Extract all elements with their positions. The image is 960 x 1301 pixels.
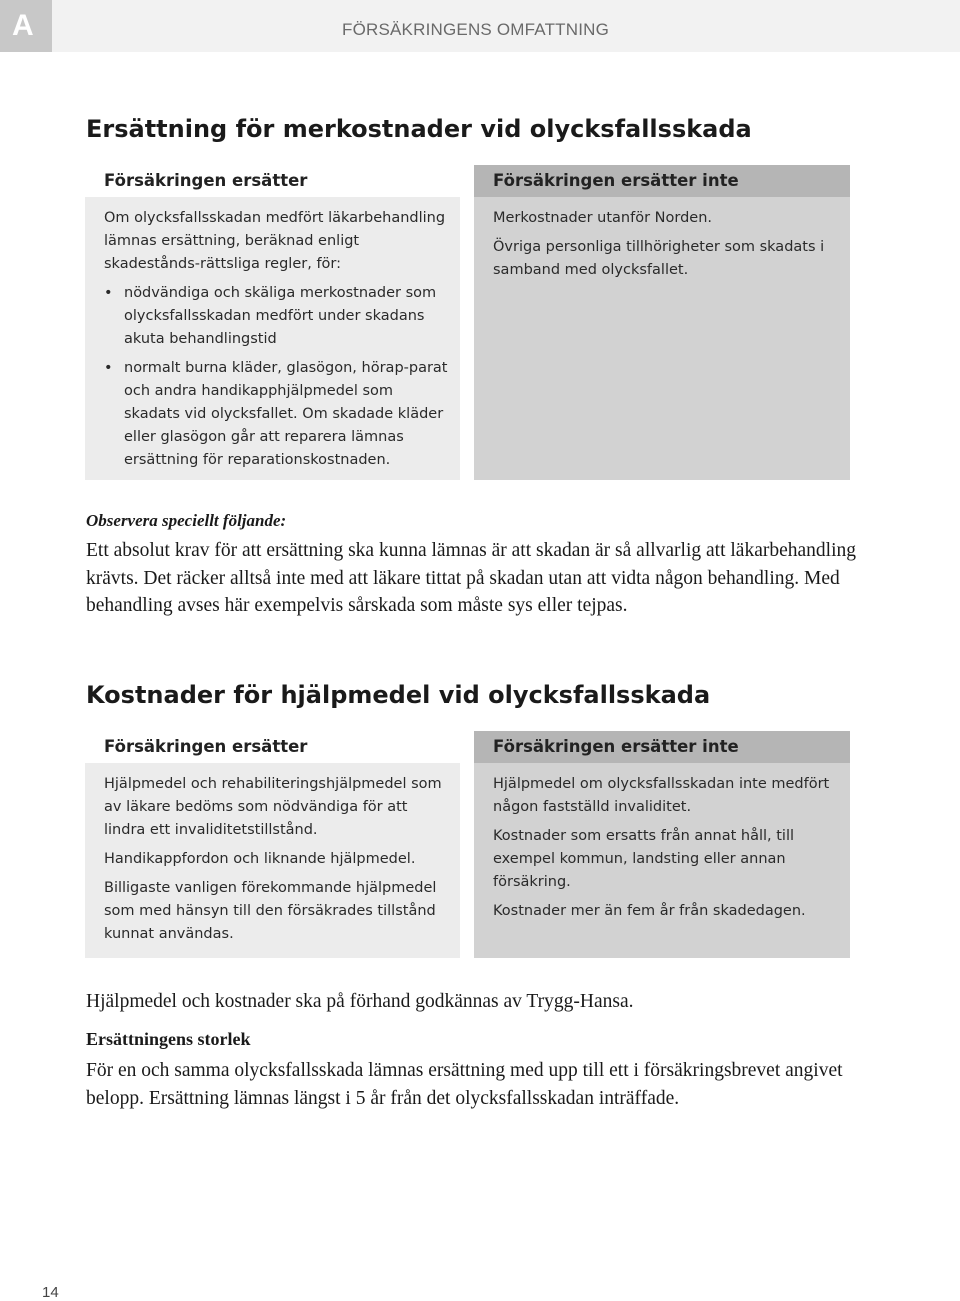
section2-title: Kostnader för hjälpmedel vid olycksfallsskada bbox=[86, 681, 711, 709]
section1-not-covered-heading: Försäkringen ersätter inte bbox=[474, 165, 850, 197]
list-item: • nödvändiga och skäliga merkostnader som olycksfallsskadan medfört under skadans akuta behandlingstid bbox=[104, 282, 448, 351]
section2-covered-box bbox=[85, 731, 460, 958]
section2-covered-heading: Försäkringen ersätter bbox=[85, 731, 460, 763]
page-header bbox=[0, 0, 960, 52]
observe-text: Ett absolut krav för att ersättning ska kunna lämnas är att skadan är så allvarlig att läkarbehandling krävts. Det räcker alltså inte med att läkare tittat på skadan utan att vidta någon behandling. Med behandling avses här exempelvis sårskada som måste sys eller tejpas. bbox=[86, 540, 856, 616]
compensation-text: För en och samma olycksfallsskada lämnas ersättning med upp till ett i försäkringsbrevet angivet belopp. Ersättning lämnas längst i 5 år från det olycksfallsskadan inträffade. bbox=[86, 1060, 843, 1109]
list-item: Hjälpmedel om olycksfallsskadan inte medfört någon fastställd invaliditet. bbox=[493, 776, 830, 815]
section2-not-covered-heading: Försäkringen ersätter inte bbox=[474, 731, 850, 763]
observe-label: Observera speciellt följande: bbox=[86, 511, 287, 530]
section1-title: Ersättning för merkostnader vid olycksfallsskada bbox=[86, 115, 752, 143]
list-item: Billigaste vanligen förekommande hjälpmedel som med hänsyn till den försäkrades tillstånd kunnat användas. bbox=[104, 880, 437, 942]
section1-covered-heading: Försäkringen ersätter bbox=[85, 165, 460, 197]
approval-note: Hjälpmedel och kostnader ska på förhand godkännas av Trygg-Hansa. bbox=[86, 991, 634, 1012]
list-item: Kostnader mer än fem år från skadedagen. bbox=[493, 903, 806, 919]
list-item: Kostnader som ersatts från annat håll, till exempel kommun, landsting eller annan försäkring. bbox=[493, 828, 795, 890]
section-letter-tab: A bbox=[0, 0, 52, 52]
list-item: Övriga personliga tillhörigheter som skadats i samband med olycksfallet. bbox=[493, 239, 825, 278]
running-head: FÖRSÄKRINGENS OMFATTNING bbox=[342, 20, 610, 39]
section1-covered-intro: Om olycksfallsskadan medfört läkarbehandling lämnas ersättning, beräknad enligt skadestånds-rättsliga regler, för: bbox=[104, 210, 446, 272]
section1-covered-list bbox=[104, 282, 448, 472]
section1-covered-box bbox=[85, 165, 460, 480]
list-item: Handikappfordon och liknande hjälpmedel. bbox=[104, 851, 416, 867]
section2-not-covered-box bbox=[474, 731, 850, 958]
compensation-heading: Ersättningens storlek bbox=[86, 1029, 251, 1049]
list-item: • normalt burna kläder, glasögon, hörap-parat och andra handikapphjälpmedel som skadats vid olycksfallet. Om skadade kläder eller glasögon går att reparera lämnas ersättning för reparationskostnaden. bbox=[104, 357, 448, 472]
section1-not-covered-box bbox=[474, 165, 850, 480]
list-item: Hjälpmedel och rehabiliteringshjälpmedel som av läkare bedöms som nödvändiga för att lindra ett invaliditetstillstånd. bbox=[104, 776, 442, 838]
list-item: Merkostnader utanför Norden. bbox=[493, 210, 713, 226]
page-number: 14 bbox=[42, 1284, 59, 1301]
